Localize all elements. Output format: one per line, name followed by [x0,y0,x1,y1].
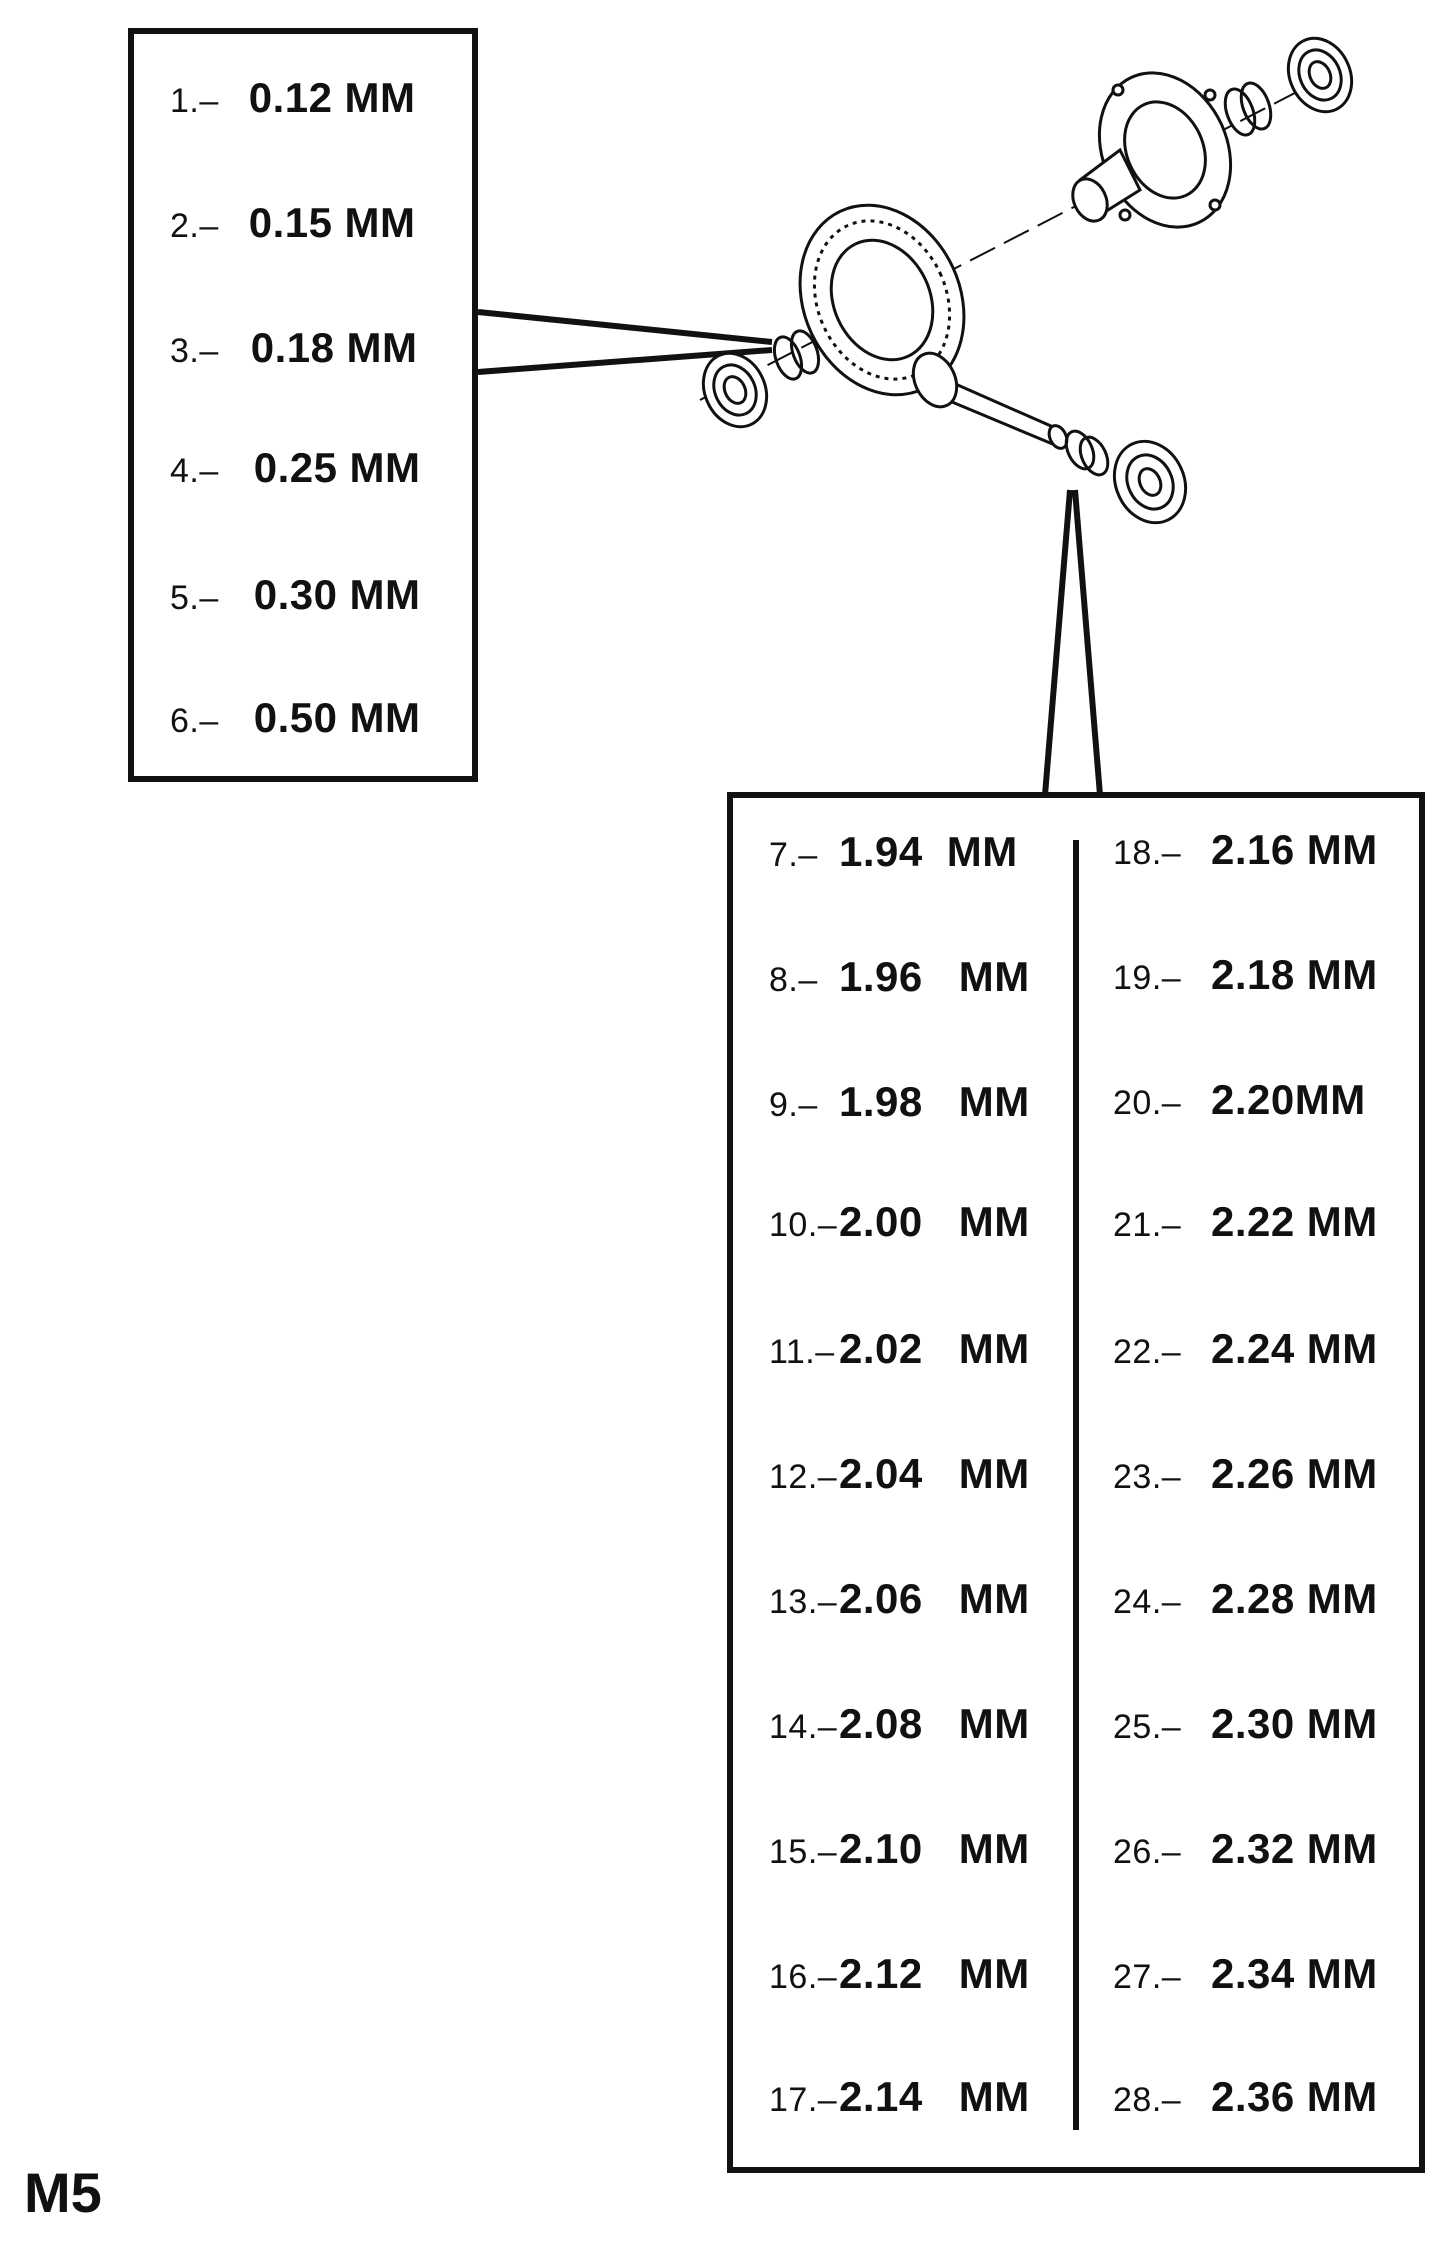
shim-row [1113,1198,1378,1246]
shim-row [1113,1450,1378,1498]
unit-label: MM [958,953,1030,1000]
thickness-value: 2.36 [1211,2073,1295,2120]
shim-row [170,199,416,247]
shim-row [769,828,1018,876]
item-number: 28.– [1113,2081,1182,2119]
item-number: 11.– [769,1333,835,1371]
unit-label: MM [958,2073,1030,2120]
thickness-value: 1.94 [839,828,923,875]
figure-code-label: M5 [24,2161,102,2224]
item-number: 12.– [769,1458,838,1496]
shim-row [769,1700,1030,1748]
item-number: 10.– [769,1206,838,1244]
unit-label: MM [1306,1575,1378,1622]
thickness-value: 2.26 [1211,1450,1295,1497]
thickness-value: 1.98 [839,1078,923,1125]
thickness-value: 2.20MM [1211,1076,1366,1123]
unit-label: MM [958,1450,1030,1497]
thickness-value: 0.18 [250,324,335,371]
unit-label: MM [1306,951,1378,998]
bottom-callout-leader [1045,490,1100,795]
item-number: 13.– [769,1583,838,1621]
item-number: 26.– [1113,1833,1182,1871]
shim-row [1113,1325,1378,1373]
shim-row [1113,2073,1378,2121]
thickness-value: 2.34 [1211,1950,1295,1997]
unit-label: MM [958,1575,1030,1622]
shim-list-box-top [128,28,478,782]
item-number: 15.– [769,1833,838,1871]
shim-row [1113,1825,1378,1873]
shim-row [1113,1575,1378,1623]
unit-label: MM [1306,1450,1378,1497]
item-number: 7.– [769,836,818,874]
shim-row [769,1575,1030,1623]
shim-row [170,324,418,372]
item-number: 9.– [769,1086,818,1124]
unit-label: MM [958,1825,1030,1872]
item-number: 25.– [1113,1708,1182,1746]
unit-label: MM [946,828,1018,875]
item-number: 17.– [769,2081,838,2119]
item-number: 21.– [1113,1206,1182,1244]
item-number: 19.– [1113,959,1182,997]
thickness-value: 2.06 [839,1575,923,1622]
thickness-value: 2.16 [1211,826,1295,873]
item-number: 20.– [1113,1084,1182,1122]
unit-label: MM [958,1950,1030,1997]
shim-row [170,444,421,492]
thickness-value: 0.12 [248,74,333,121]
item-number: 3.– [170,332,219,370]
shim-row [170,74,416,122]
pinion-shims [1061,427,1114,479]
thickness-value: 2.30 [1211,1700,1295,1747]
unit-label: MM [349,444,421,491]
thickness-value: 2.24 [1211,1325,1295,1372]
unit-label: MM [349,694,421,741]
item-number: 4.– [170,452,219,490]
item-number: 1.– [170,82,219,120]
right-bearing [1277,28,1363,122]
unit-label: MM [344,74,416,121]
thickness-value: 2.28 [1211,1575,1295,1622]
item-number: 22.– [1113,1333,1182,1371]
thickness-value: 0.50 [253,694,338,741]
pinion-bearing [1101,430,1198,535]
column-divider [1073,840,1079,2130]
item-number: 14.– [769,1708,838,1746]
thickness-value: 2.18 [1211,951,1295,998]
unit-label: MM [1306,1198,1378,1245]
unit-label: MM [346,324,418,371]
unit-label: MM [1306,1700,1378,1747]
item-number: 16.– [769,1958,838,1996]
unit-label: MM [1306,1825,1378,1872]
thickness-value: 2.14 [839,2073,923,2120]
thickness-value: 2.32 [1211,1825,1295,1872]
unit-label: MM [344,199,416,246]
unit-label: MM [958,1198,1030,1245]
item-number: 18.– [1113,834,1182,872]
unit-label: MM [958,1078,1030,1125]
shim-row [769,1450,1030,1498]
unit-label: MM [349,571,421,618]
unit-label: MM [958,1700,1030,1747]
shim-list-box-bottom [727,792,1425,2173]
thickness-value: 2.10 [839,1825,923,1872]
shim-row [769,1825,1030,1873]
shim-row [769,1078,1030,1126]
shim-row [769,1325,1030,1373]
shim-row [769,953,1030,1001]
differential-case [1066,51,1255,248]
unit-label: MM [1306,2073,1378,2120]
thickness-value: 1.96 [839,953,923,1000]
item-number: 6.– [170,702,219,740]
thickness-value: 2.02 [839,1325,923,1372]
thickness-value: 2.04 [839,1450,923,1497]
shim-row [769,1950,1030,1998]
pinion-shaft [905,346,1070,451]
unit-label: MM [1306,826,1378,873]
shim-row [1113,826,1378,874]
thickness-value: 0.15 [248,199,333,246]
shim-row [769,2073,1030,2121]
item-number: 27.– [1113,1958,1182,1996]
thickness-value: 2.00 [839,1198,923,1245]
unit-label: MM [1306,1950,1378,1997]
right-shims [1220,79,1277,139]
shim-row [1113,1950,1378,1998]
thickness-value: 2.12 [839,1950,923,1997]
thickness-value: 2.08 [839,1700,923,1747]
thickness-value: 2.22 [1211,1198,1295,1245]
thickness-value: 0.30 [253,571,338,618]
unit-label: MM [1306,1325,1378,1372]
item-number: 24.– [1113,1583,1182,1621]
item-number: 23.– [1113,1458,1182,1496]
shim-row [170,694,421,742]
shim-row [1113,1076,1366,1124]
item-number: 8.– [769,961,818,999]
item-number: 2.– [170,207,219,245]
shim-row [769,1198,1030,1246]
shim-row [170,571,421,619]
item-number: 5.– [170,579,219,617]
thickness-value: 0.25 [253,444,338,491]
unit-label: MM [958,1325,1030,1372]
shim-row [1113,1700,1378,1748]
shim-row [1113,951,1378,999]
